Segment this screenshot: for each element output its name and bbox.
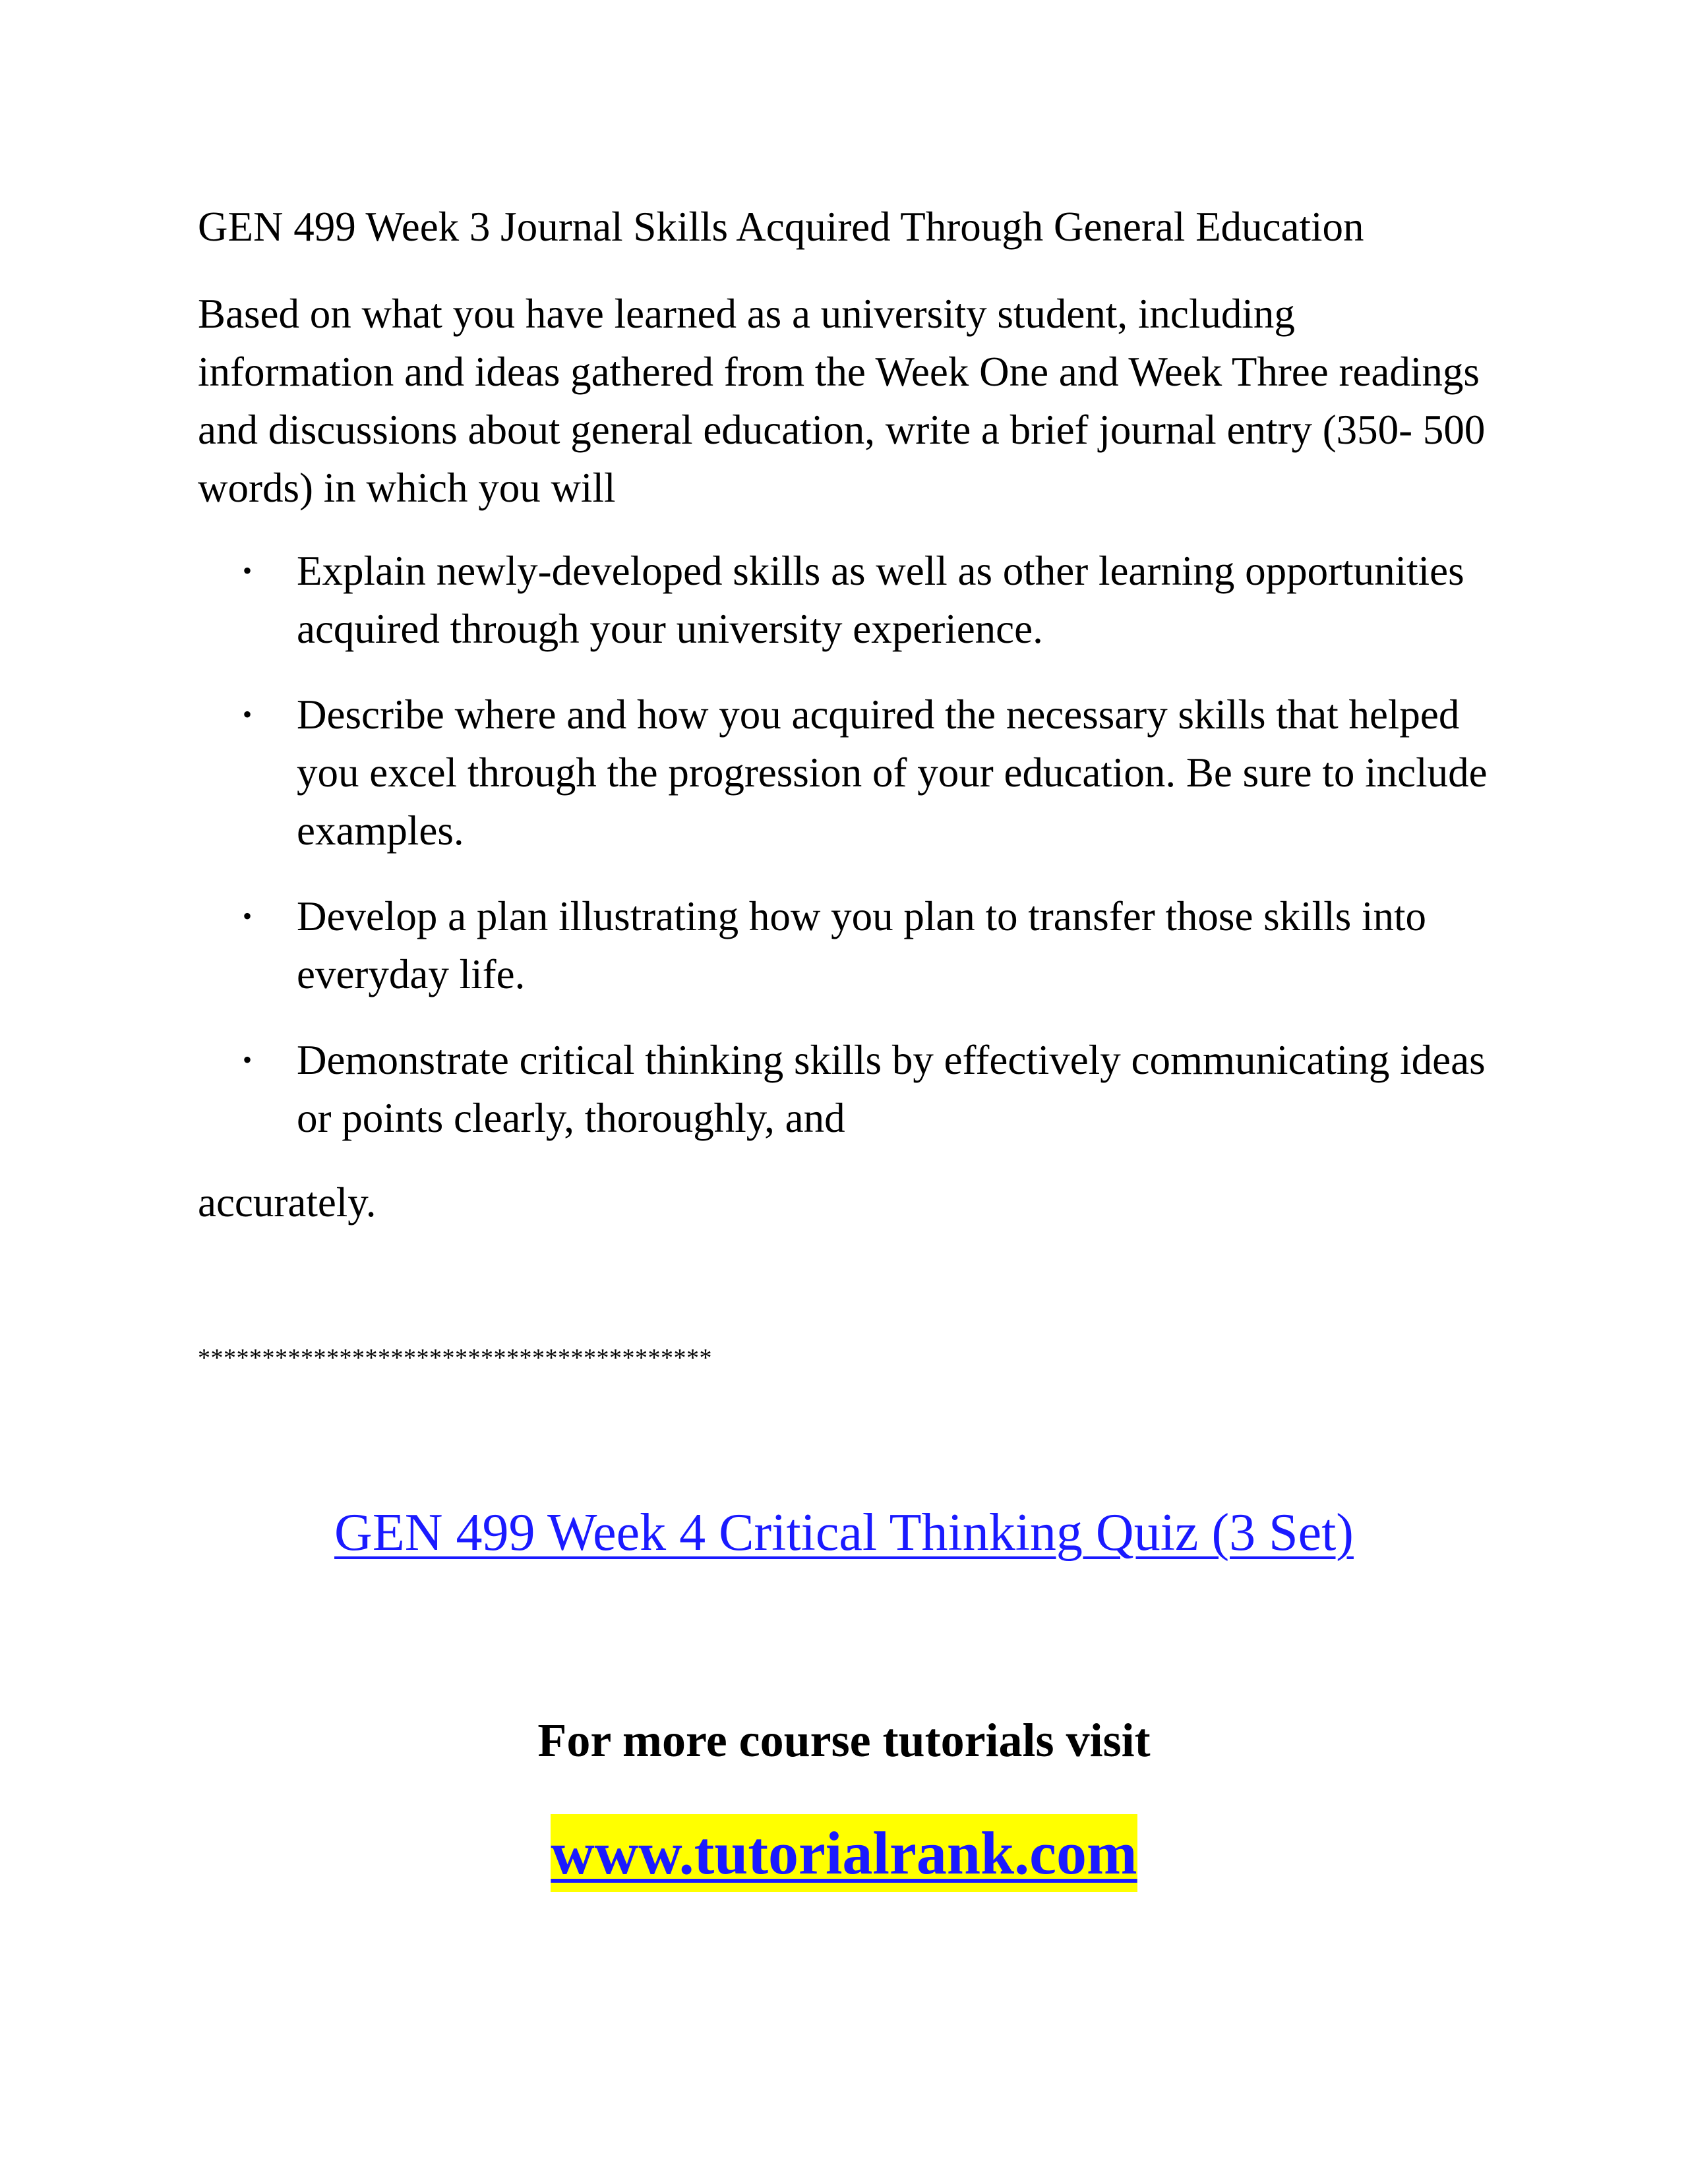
asterisk-separator: ****************************************	[198, 1344, 712, 1372]
list-item	[198, 686, 1490, 860]
website-link[interactable]: www.tutorialrank.com	[551, 1814, 1137, 1892]
next-link-container	[0, 1496, 1688, 1569]
list-item-text: Explain newly-developed skills as well as other learning opportunities acquired through your university experience.	[297, 548, 1464, 652]
list-item	[198, 1031, 1490, 1147]
list-item	[198, 887, 1490, 1003]
bullet-icon: •	[243, 699, 253, 729]
intro-paragraph: Based on what you have learned as a university student, including information and ideas gathered from the Week One and Week Three readings and discussions about general education, write a brief journal entry (350- 500 words) in which you will	[198, 291, 1486, 511]
list-item-text: Develop a plan illustrating how you plan to transfer those skills into everyday life.	[297, 893, 1426, 997]
document-title: GEN 499 Week 3 Journal Skills Acquired Through General Education	[198, 204, 1364, 250]
bullet-icon: •	[243, 901, 253, 931]
continuation-text: accurately.	[198, 1179, 377, 1225]
list-item-text: Demonstrate critical thinking skills by effectively communicating ideas or points clearly, thoroughly, and	[297, 1037, 1486, 1141]
list-item	[198, 542, 1490, 658]
requirements-list	[198, 542, 1490, 1175]
visit-prompt: For more course tutorials visit	[537, 1714, 1151, 1767]
site-link-container	[0, 1814, 1688, 1892]
bullet-icon: •	[243, 1045, 253, 1075]
next-course-link[interactable]: GEN 499 Week 4 Critical Thinking Quiz (3 Set)	[334, 1504, 1354, 1562]
list-item-text: Describe where and how you acquired the necessary skills that helped you excel through the progression of your education. Be sure to include examples.	[297, 692, 1488, 854]
bullet-icon: •	[243, 556, 253, 585]
